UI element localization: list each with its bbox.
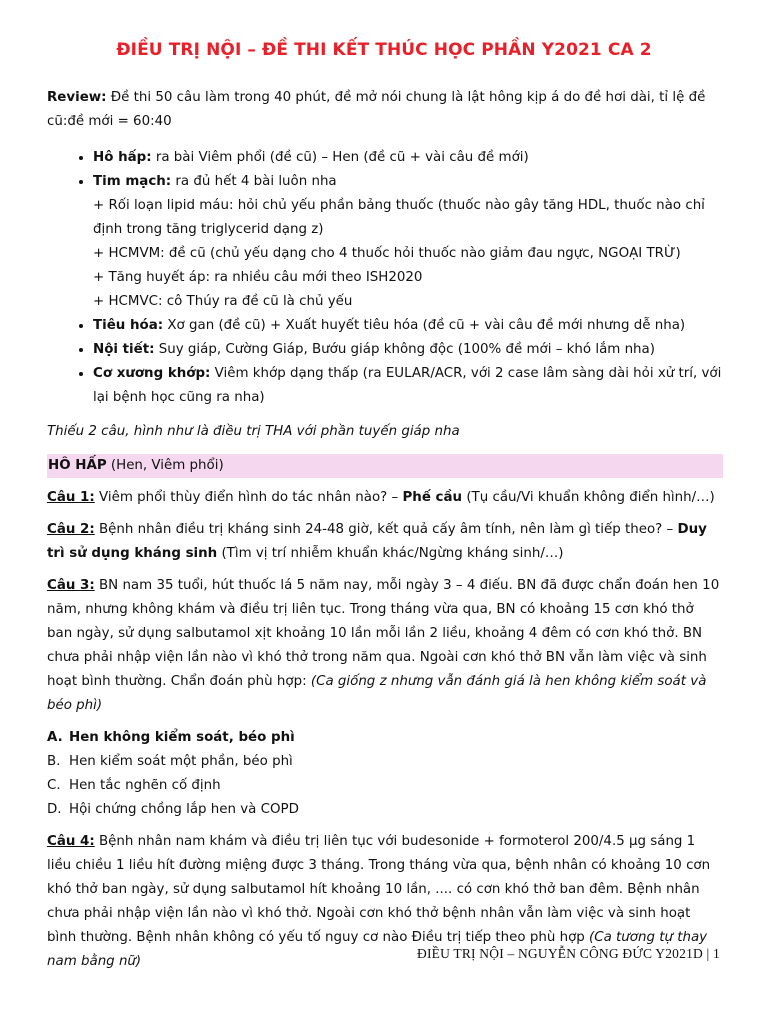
topic-label: Cơ xương khớp:: [93, 366, 211, 381]
question-comment: (Ca tương tự thay nam bằng nữ): [47, 930, 708, 969]
option-letter: C.: [47, 778, 61, 793]
topic-text: Xơ gan (đề cũ) + Xuất huyết tiêu hóa (đề cũ + vài câu đề mới nhưng dễ nha): [163, 318, 686, 333]
topic-item: [93, 170, 723, 314]
option-letter: A.: [47, 730, 63, 745]
topic-label: Tim mạch:: [93, 174, 172, 189]
question-extra: (Tụ cầu/Vi khuẩn không điển hình/…): [462, 490, 715, 505]
question-text: Viêm phổi thùy điển hình do tác nhân nào? –: [94, 490, 403, 505]
option-text: Hội chứng chồng lắp hen và COPD: [69, 802, 299, 817]
topic-subline: + HCMVM: đề cũ (chủ yếu dạng cho 4 thuốc hỏi thuốc nào giảm đau ngực, NGOẠI TRỪ): [93, 246, 681, 261]
question-label: Câu 4:: [47, 834, 95, 849]
topic-subline: + Rối loạn lipid máu: hỏi chủ yếu phần bảng thuốc (thuốc nào gây tăng HDL, thuốc nào chỉ định trong tăng triglycerid dạng z): [93, 198, 705, 237]
option-text: Hen tắc nghẽn cố định: [69, 778, 221, 793]
option-text: Hen không kiểm soát, béo phì: [69, 730, 295, 745]
topic-text: Suy giáp, Cường Giáp, Bướu giáp không độc (100% đề mới – khó lắm nha): [154, 342, 655, 357]
option-text: Hen kiểm soát một phần, béo phì: [69, 754, 293, 769]
topic-text: ra đủ hết 4 bài luôn nha: [171, 174, 337, 189]
topic-item: [93, 314, 723, 338]
topic-text: ra bài Viêm phổi (đề cũ) – Hen (đề cũ + vài câu đề mới): [151, 150, 529, 165]
document-body: [47, 86, 723, 982]
missing-questions-note: Thiếu 2 câu, hình như là điều trị THA với phần tuyến giáp nha: [47, 424, 460, 439]
topic-text: Viêm khớp dạng thấp (ra EULAR/ACR, với 2 case lâm sàng dài hỏi xử trí, với lại bệnh học cũng ra nha): [93, 366, 722, 405]
topic-item: [93, 146, 723, 170]
topic-label: Tiêu hóa:: [93, 318, 164, 333]
section-subtitle: (Hen, Viêm phổi): [106, 458, 224, 473]
topic-subline: + HCMVC: cô Thúy ra đề cũ là chủ yếu: [93, 294, 353, 309]
topic-label: Nội tiết:: [93, 342, 155, 357]
topic-label: Hô hấp:: [93, 150, 152, 165]
question-3: [47, 574, 723, 718]
topic-list: [47, 146, 723, 410]
review-label: Review:: [47, 90, 107, 105]
question-answer: Phế cầu: [402, 490, 463, 505]
answer-option-b: [47, 750, 723, 774]
question-extra: (Tìm vị trí nhiễm khuẩn khác/Ngừng kháng sinh/…): [217, 546, 564, 561]
answer-option-d: [47, 798, 723, 822]
question-label: Câu 1:: [47, 490, 95, 505]
option-letter: B.: [47, 754, 61, 769]
question-2: [47, 518, 723, 566]
option-letter: D.: [47, 802, 62, 817]
topic-subline: + Tăng huyết áp: ra nhiều câu mới theo ISH2020: [93, 270, 423, 285]
page-title: ĐIỀU TRỊ NỘI – ĐỀ THI KẾT THÚC HỌC PHẦN Y2021 CA 2: [116, 40, 652, 60]
question-1: [47, 486, 723, 510]
page-footer: ĐIỀU TRỊ NỘI – NGUYỄN CÔNG ĐỨC Y2021D | 1: [417, 946, 720, 961]
answer-option-a: [47, 726, 723, 750]
answer-option-c: [47, 774, 723, 798]
review-paragraph: [47, 86, 723, 134]
question-text: BN nam 35 tuổi, hút thuốc lá 5 năm nay, mỗi ngày 3 – 4 điếu. BN đã được chẩn đoán hen 10 năm, nhưng không khám và điều trị liên tục. Trong tháng vừa qua, BN có khoảng 15 cơn khó thở ban ngày, sử dụng salbutamol xịt khoảng 10 lần mỗi lần 2 liều, khoảng 4 đêm có cơn khó thở. BN chưa phải nhập viện lần nào vì khó thở trong năm qua. Ngoài cơn khó thở BN vẫn làm việc và sinh hoạt bình thường. Chẩn đoán phù hợp:: [47, 578, 720, 689]
question-text: Bệnh nhân điều trị kháng sinh 24-48 giờ, kết quả cấy âm tính, nên làm gì tiếp theo? –: [94, 522, 678, 537]
review-text: Đề thi 50 câu làm trong 40 phút, đề mở nói chung là lật hông kịp á do đề hơi dài, tỉ lệ đề cũ:đề mới = 60:40: [47, 90, 706, 129]
question-3-options: [47, 726, 723, 822]
question-comment: (Ca giống z nhưng vẫn đánh giá là hen không kiểm soát và béo phì): [47, 674, 707, 713]
topic-item: [93, 362, 723, 410]
topic-item: [93, 338, 723, 362]
question-text: Bệnh nhân nam khám và điều trị liên tục với budesonide + formoterol 200/4.5 µg sáng 1 liều chiều 1 liều hít đường miệng được 3 tháng. Trong tháng vừa qua, bệnh nhân có khoảng 10 cơn khó thở ban ngày, sử dụng salbutamol hít khoảng 10 lần, .... có cơn khó thở ban đêm. Bệnh nhân chưa phải nhập viện lần nào vì khó thở. Ngoài cơn khó thở bệnh nhân vẫn làm việc và sinh hoạt bình thường. Bệnh nhân không có yếu tố nguy cơ nào Điều trị tiếp theo phù hợp: [47, 834, 711, 945]
question-answer: Duy trì sử dụng kháng sinh: [47, 522, 707, 561]
question-label: Câu 3:: [47, 578, 95, 593]
section-heading-ho-hap: [47, 454, 723, 478]
question-label: Câu 2:: [47, 522, 95, 537]
section-title: HÔ HẤP: [48, 458, 107, 473]
